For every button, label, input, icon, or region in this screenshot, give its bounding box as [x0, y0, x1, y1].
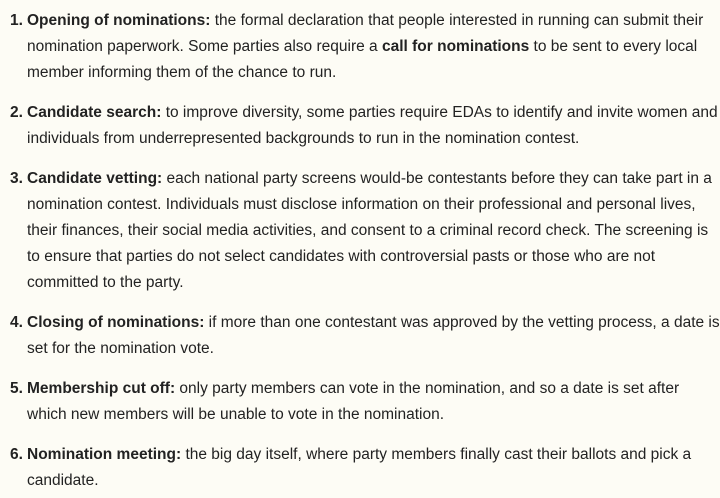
- step-number: 4.: [10, 314, 23, 331]
- step-number: 3.: [10, 170, 23, 187]
- step-term: Candidate vetting:: [27, 170, 163, 187]
- step-description: to improve diversity, some parties require EDAs to identify and invite women and individuals from underrepresented backgrounds to run in the nomination contest.: [27, 104, 718, 147]
- step-description: if more than one contestant was approved by the vetting process, a date is set for the nomination vote.: [27, 314, 720, 357]
- step-description: only party members can vote in the nomination, and so a date is set after which new members will be unable to vote in the nomination.: [27, 380, 680, 423]
- step-term: Membership cut off:: [27, 380, 176, 397]
- step-opening-of-nominations: [0, 8, 720, 86]
- step-term: Opening of nominations:: [27, 12, 211, 29]
- step-description: each national party screens would-be contestants before they can take part in a nomination contest. Individuals must disclose information on their professional and personal lives, their finances, their social media activities, and consent to a criminal record check. The screening is to ensure that parties do not select candidates with controversial pasts or those who are not committed to the party.: [27, 170, 712, 291]
- step-description: the formal declaration that people interested in running can submit their nomination paperwork. Some parties also require a: [27, 12, 704, 55]
- step-term: Nomination meeting:: [27, 446, 182, 463]
- step-number: 1.: [10, 12, 23, 29]
- step-membership-cut-off: [0, 376, 720, 428]
- step-number: 5.: [10, 380, 23, 397]
- step-number: 6.: [10, 446, 23, 463]
- step-description: the big day itself, where party members finally cast their ballots and pick a candidate.: [27, 446, 692, 489]
- step-number: 2.: [10, 104, 23, 121]
- step-term: Closing of nominations:: [27, 314, 205, 331]
- step-description-continued: to be sent to every local member informing them of the chance to run.: [27, 38, 698, 81]
- step-candidate-search: [0, 100, 720, 152]
- step-closing-of-nominations: [0, 310, 720, 362]
- step-candidate-vetting: [0, 166, 720, 296]
- step-emphasis: call for nominations: [381, 38, 530, 55]
- step-nomination-meeting: [0, 442, 720, 494]
- step-term: Candidate search:: [27, 104, 162, 121]
